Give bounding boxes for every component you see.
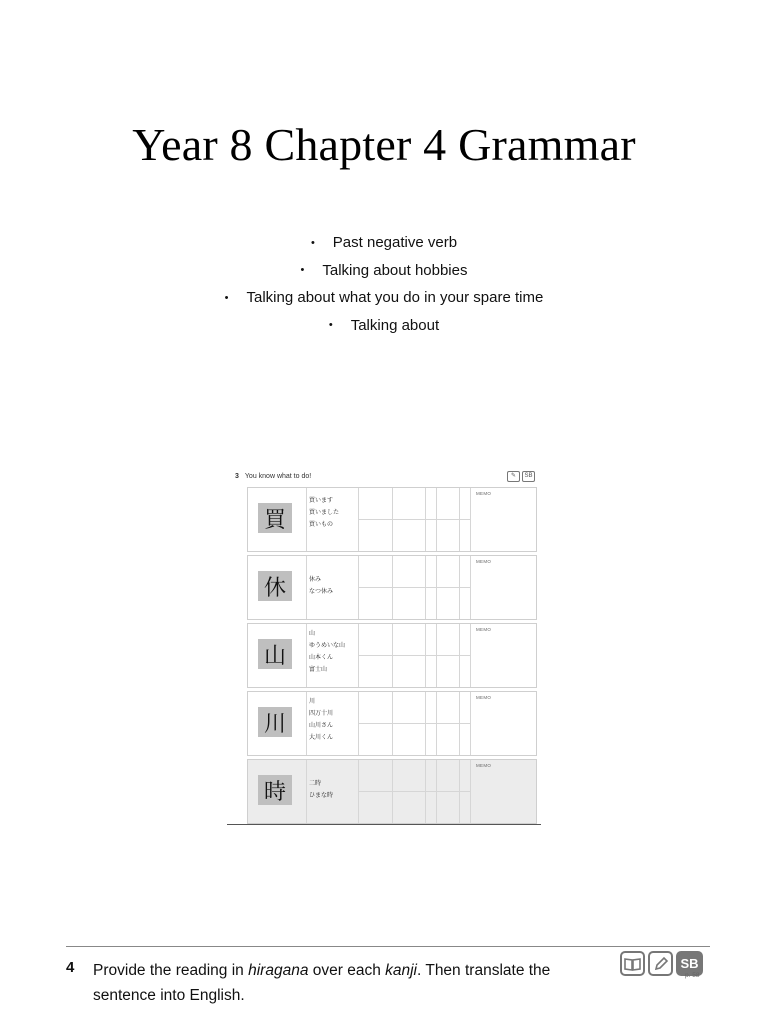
topic-item: • Talking about what you do in your spare time	[224, 289, 544, 307]
memo-area: MEMO	[470, 488, 536, 551]
worksheet-bottom-rule	[227, 824, 541, 825]
writing-grid	[358, 556, 471, 619]
topic-list	[0, 229, 768, 339]
kanji-worksheet-image	[227, 468, 541, 825]
writing-grid	[358, 624, 471, 687]
book-icon	[620, 951, 645, 976]
kanji-word-list: 休み なつ休み	[309, 577, 334, 595]
kanji-word-list: 山 ゆうめいな山 山本くん 富士山	[309, 631, 346, 673]
kanji-character: 時	[258, 775, 292, 805]
section-divider	[66, 946, 710, 947]
kanji-card	[247, 487, 537, 552]
topic-item: • Talking about	[328, 316, 440, 334]
pencil-icon	[648, 951, 673, 976]
kanji-card	[247, 555, 537, 620]
question-number: 4	[66, 959, 75, 976]
bullet-icon: •	[300, 264, 305, 277]
kanji-card	[247, 623, 537, 688]
memo-area: MEMO	[470, 556, 536, 619]
topic-item: • Past negative verb	[310, 234, 458, 252]
kanji-card	[247, 759, 537, 824]
kanji-word-list: 買います 買いました 買いもの	[309, 498, 340, 528]
writing-grid	[358, 488, 471, 551]
kanji-character: 川	[258, 707, 292, 737]
worksheet-icons	[507, 471, 535, 482]
kanji-character: 買	[258, 503, 292, 533]
bullet-icon: •	[328, 319, 333, 332]
page-reference: p. 58	[685, 972, 700, 979]
topic-item: • Talking about hobbies	[300, 261, 468, 279]
sb-icon: SB	[522, 471, 535, 482]
memo-area: MEMO	[470, 624, 536, 687]
kanji-card	[247, 691, 537, 756]
page-title: Year 8 Chapter 4 Grammar	[132, 119, 636, 170]
kanji-word-list: 二時 ひまな時	[309, 781, 334, 799]
writing-grid	[358, 760, 471, 823]
pencil-icon: ✎	[507, 471, 520, 482]
kanji-word-list: 川 四万十川 山川さん 大川くん	[309, 699, 334, 741]
worksheet-heading: 3 You know what to do!	[235, 473, 312, 480]
writing-grid	[358, 692, 471, 755]
question-instruction: Provide the reading in hiragana over each kanji. Then translate the sentence into English.	[93, 962, 551, 1004]
bullet-icon: •	[310, 236, 315, 249]
bullet-icon: •	[224, 291, 229, 304]
kanji-character: 休	[258, 571, 292, 601]
kanji-character: 山	[258, 639, 292, 669]
memo-area: MEMO	[470, 760, 536, 823]
sb-badge: SB	[676, 951, 703, 976]
memo-area: MEMO	[470, 692, 536, 755]
